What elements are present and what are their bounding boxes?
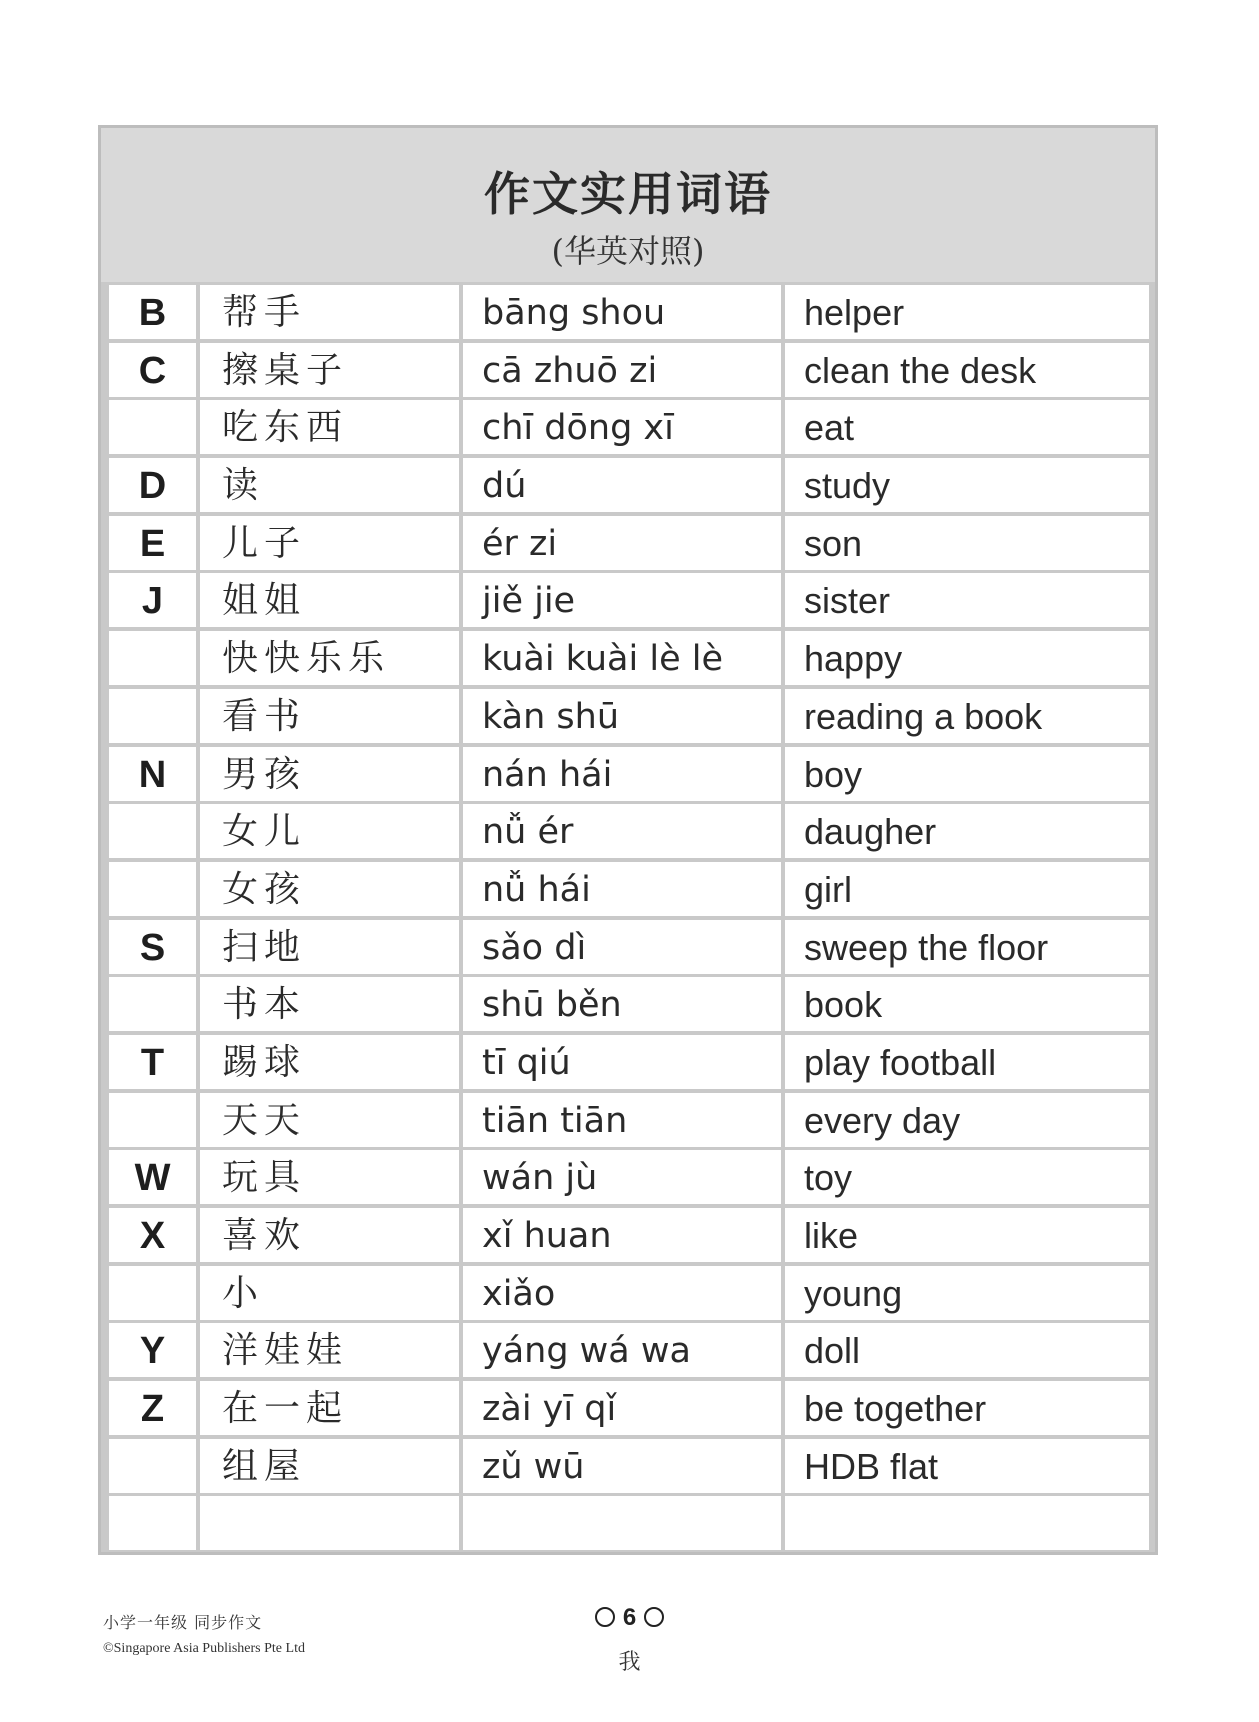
pinyin-text: shū běn [463, 977, 781, 1031]
index-letter [109, 1266, 196, 1320]
english-meaning: doll [785, 1323, 1149, 1377]
table-row [109, 1439, 1149, 1493]
pinyin-text: zài yī qǐ [463, 1381, 781, 1435]
pinyin-text: kuài kuài lè lè [463, 631, 781, 685]
pinyin-text: tiān tiān [463, 1093, 781, 1147]
table-row [109, 747, 1149, 801]
table-row [109, 1150, 1149, 1204]
chinese-word: 擦桌子 [200, 343, 459, 397]
pinyin-text: bāng shou [463, 285, 781, 339]
index-letter: C [109, 343, 196, 397]
english-meaning: girl [785, 862, 1149, 916]
english-meaning: play football [785, 1035, 1149, 1089]
english-meaning: be together [785, 1381, 1149, 1435]
index-letter: X [109, 1208, 196, 1262]
pinyin-text: sǎo dì [463, 920, 781, 974]
chinese-word: 组屋 [200, 1439, 459, 1493]
table-row [109, 920, 1149, 974]
pinyin-text: jiě jie [463, 573, 781, 627]
chinese-word: 女孩 [200, 862, 459, 916]
page-number-value: 6 [622, 1604, 637, 1631]
index-letter: Z [109, 1381, 196, 1435]
pinyin-text: wán jù [463, 1150, 781, 1204]
english-meaning: young [785, 1266, 1149, 1320]
english-meaning: clean the desk [785, 343, 1149, 397]
pinyin-text: nán hái [463, 747, 781, 801]
index-letter [109, 804, 196, 858]
english-meaning: daugher [785, 804, 1149, 858]
index-letter: E [109, 516, 196, 570]
table-row [109, 285, 1149, 339]
index-letter [109, 1093, 196, 1147]
series-title: 小学一年级 同步作文 [103, 1613, 263, 1632]
english-meaning: reading a book [785, 689, 1149, 743]
chinese-word: 玩具 [200, 1150, 459, 1204]
index-letter: Y [109, 1323, 196, 1377]
index-letter [109, 400, 196, 454]
pinyin-text: xǐ huan [463, 1208, 781, 1262]
table-row [109, 516, 1149, 570]
chinese-word: 扫地 [200, 920, 459, 974]
english-meaning: HDB flat [785, 1439, 1149, 1493]
page-label: 我 [618, 1650, 641, 1675]
index-letter [109, 689, 196, 743]
table-row [109, 1496, 1149, 1550]
english-meaning: toy [785, 1150, 1149, 1204]
chinese-word: 喜欢 [200, 1208, 459, 1262]
english-meaning: son [785, 516, 1149, 570]
index-letter: T [109, 1035, 196, 1089]
english-meaning: sister [785, 573, 1149, 627]
pinyin-text: cā zhuō zi [463, 343, 781, 397]
table-row [109, 1208, 1149, 1262]
index-letter: S [109, 920, 196, 974]
chinese-word: 男孩 [200, 747, 459, 801]
english-meaning: study [785, 458, 1149, 512]
table-row [109, 1323, 1149, 1377]
pinyin-text: kàn shū [463, 689, 781, 743]
index-letter [109, 862, 196, 916]
chinese-word: 天天 [200, 1093, 459, 1147]
table-row [109, 977, 1149, 1031]
english-meaning: boy [785, 747, 1149, 801]
table-row [109, 1035, 1149, 1089]
chinese-word: 看书 [200, 689, 459, 743]
circle-icon [595, 1607, 615, 1627]
pinyin-text: yáng wá wa [463, 1323, 781, 1377]
chinese-word: 吃东西 [200, 400, 459, 454]
table-row [109, 573, 1149, 627]
table-row [109, 458, 1149, 512]
chinese-word: 儿子 [200, 516, 459, 570]
copyright-notice: ©Singapore Asia Publishers Pte Ltd [103, 1641, 305, 1656]
index-letter [109, 977, 196, 1031]
index-letter [109, 1496, 196, 1550]
english-meaning: sweep the floor [785, 920, 1149, 974]
chinese-word [200, 1496, 459, 1550]
chinese-word: 书本 [200, 977, 459, 1031]
page-subtitle: (华英对照) [551, 232, 705, 270]
table-row [109, 400, 1149, 454]
vocabulary-table [109, 285, 1149, 1554]
pinyin-text: nǚ ér [463, 804, 781, 858]
english-meaning: every day [785, 1093, 1149, 1147]
pinyin-text: tī qiú [463, 1035, 781, 1089]
index-letter [109, 631, 196, 685]
chinese-word: 踢球 [200, 1035, 459, 1089]
index-letter [109, 1439, 196, 1493]
table-row [109, 862, 1149, 916]
english-meaning: book [785, 977, 1149, 1031]
chinese-word: 女儿 [200, 804, 459, 858]
chinese-word: 读 [200, 458, 459, 512]
english-meaning: eat [785, 400, 1149, 454]
chinese-word: 姐姐 [200, 573, 459, 627]
chinese-word: 快快乐乐 [200, 631, 459, 685]
index-letter: B [109, 285, 196, 339]
page-title: 作文实用词语 [484, 167, 772, 221]
index-letter: W [109, 1150, 196, 1204]
chinese-word: 洋娃娃 [200, 1323, 459, 1377]
page-number [0, 1604, 1259, 1632]
index-letter: N [109, 747, 196, 801]
panel-header [101, 128, 1155, 282]
pinyin-text: xiǎo [463, 1266, 781, 1320]
pinyin-text: zǔ wū [463, 1439, 781, 1493]
index-letter: J [109, 573, 196, 627]
english-meaning: like [785, 1208, 1149, 1262]
pinyin-text: chī dōng xī [463, 400, 781, 454]
pinyin-text: dú [463, 458, 781, 512]
chinese-word: 帮手 [200, 285, 459, 339]
pinyin-text [463, 1496, 781, 1550]
table-row [109, 804, 1149, 858]
english-meaning: helper [785, 285, 1149, 339]
pinyin-text: nǚ hái [463, 862, 781, 916]
index-letter: D [109, 458, 196, 512]
pinyin-text: ér zi [463, 516, 781, 570]
chinese-word: 在一起 [200, 1381, 459, 1435]
vocabulary-panel [98, 125, 1158, 1555]
table-row [109, 1266, 1149, 1320]
chinese-word: 小 [200, 1266, 459, 1320]
english-meaning [785, 1496, 1149, 1550]
table-row [109, 689, 1149, 743]
table-row [109, 631, 1149, 685]
english-meaning: happy [785, 631, 1149, 685]
table-row [109, 343, 1149, 397]
table-row [109, 1381, 1149, 1435]
table-row [109, 1093, 1149, 1147]
circle-icon [644, 1607, 664, 1627]
